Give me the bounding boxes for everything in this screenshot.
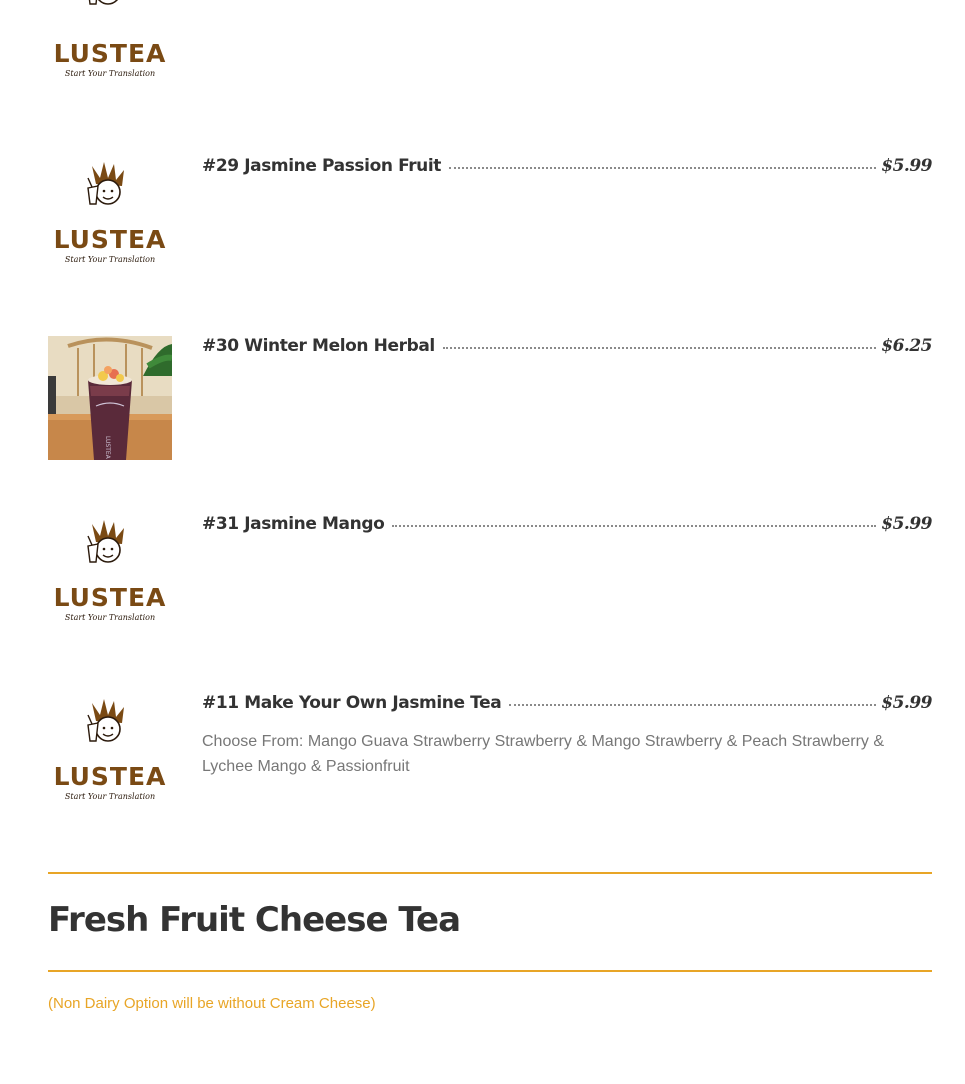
dotted-leader — [392, 525, 876, 527]
section-title: Fresh Fruit Cheese Tea — [48, 900, 461, 940]
section-divider-bottom — [48, 970, 932, 972]
dotted-leader — [509, 704, 876, 706]
item-title-row — [202, 514, 932, 542]
svg-text:LUSTEA: LUSTEA — [53, 39, 167, 68]
svg-text:Start Your Translation: Start Your Translation — [64, 255, 156, 264]
menu-item[interactable] — [48, 156, 932, 280]
menu-item-partial-bottom[interactable] — [48, 1078, 932, 1084]
drink-photo — [48, 336, 172, 460]
item-info — [202, 514, 932, 542]
item-price: $5.99 — [881, 514, 932, 534]
section-divider-top — [48, 872, 932, 874]
item-price: $5.99 — [881, 693, 932, 713]
item-name: #30 Winter Melon Herbal — [202, 336, 435, 356]
item-title-row — [202, 336, 932, 364]
lustea-logo-icon — [48, 0, 172, 80]
section-note: (Non Dairy Option will be without Cream Cheese) — [48, 995, 376, 1012]
item-title-row — [202, 693, 932, 721]
lustea-logo-icon — [48, 514, 172, 638]
menu-item[interactable] — [48, 693, 932, 817]
item-info — [202, 693, 932, 779]
item-name: #11 Make Your Own Jasmine Tea — [202, 693, 502, 713]
item-title-row — [202, 156, 932, 184]
svg-text:Start Your Translation: Start Your Translation — [64, 69, 156, 78]
menu-item[interactable] — [48, 514, 932, 638]
item-info — [202, 156, 932, 184]
menu-item[interactable] — [48, 336, 932, 460]
lustea-logo-icon — [48, 156, 172, 280]
item-info — [202, 336, 932, 364]
item-price: $6.25 — [881, 336, 932, 356]
dotted-leader — [449, 167, 876, 169]
svg-text:LUSTEA: LUSTEA — [53, 583, 167, 612]
dotted-leader — [443, 347, 876, 349]
svg-text:LUSTEA: LUSTEA — [53, 762, 167, 791]
svg-text:LUSTEA: LUSTEA — [53, 225, 167, 254]
svg-text:Start Your Translation: Start Your Translation — [64, 613, 156, 622]
item-price: $5.99 — [881, 156, 932, 176]
menu-item-partial[interactable] — [48, 0, 932, 80]
item-description: Choose From: Mango Guava Strawberry Strawberry & Mango Strawberry & Peach Strawberry & Lychee Mango & Passionfruit — [202, 733, 885, 775]
lustea-logo-icon — [48, 693, 172, 817]
item-name: #31 Jasmine Mango — [202, 514, 385, 534]
svg-text:Start Your Translation: Start Your Translation — [64, 792, 156, 801]
item-name: #29 Jasmine Passion Fruit — [202, 156, 442, 176]
svg-text:LUSTEA: LUSTEA — [104, 436, 111, 459]
